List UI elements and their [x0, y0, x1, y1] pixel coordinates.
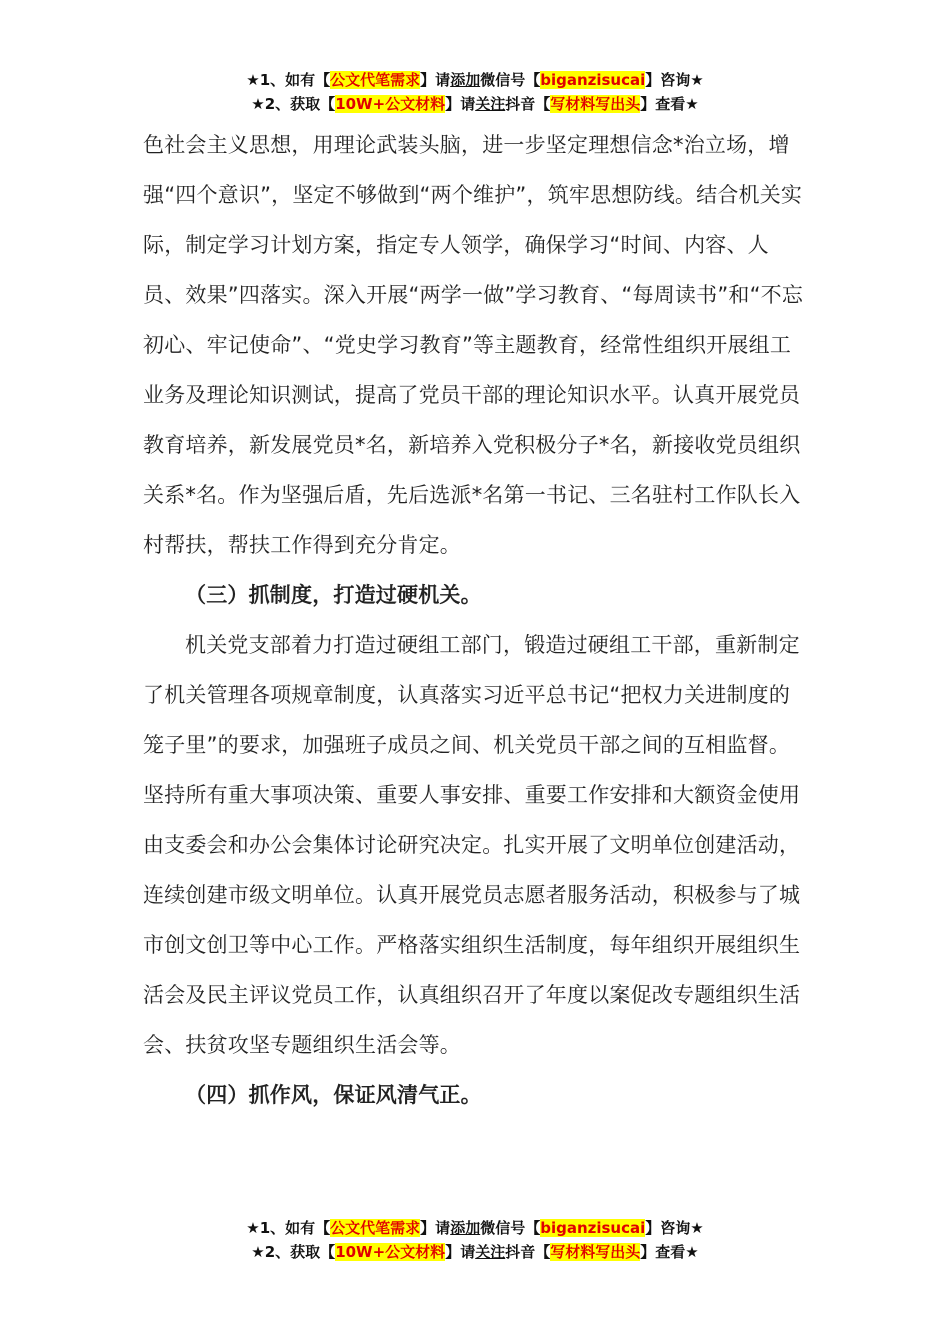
highlight-wechat-id: biganzisucai — [540, 1219, 646, 1237]
promo-text: 】请 — [420, 71, 451, 89]
emphasis-text: 关注 — [475, 95, 506, 113]
promo-banner-bottom — [0, 1216, 950, 1264]
highlight-douyin-id: 写材料写出头 — [550, 1243, 641, 1261]
promo-line-1 — [0, 1216, 950, 1240]
promo-text: ★2、获取【 — [251, 1243, 336, 1261]
emphasis-text: 关注 — [475, 1243, 506, 1261]
section-heading: （三）抓制度，打造过硬机关。 — [185, 583, 482, 607]
promo-text: 】查看★ — [640, 1243, 699, 1261]
document-body — [143, 120, 809, 1120]
highlight-materials: 10W+公文材料 — [335, 1243, 446, 1261]
promo-text: 抖音【 — [505, 95, 551, 113]
promo-text: ★1、如有【 — [246, 71, 331, 89]
promo-text: 】请 — [445, 1243, 476, 1261]
promo-text: 微信号【 — [480, 1219, 541, 1237]
section-heading: （四）抓作风，保证风清气正。 — [185, 1083, 482, 1107]
promo-text: ★2、获取【 — [251, 95, 336, 113]
highlight-douyin-id: 写材料写出头 — [550, 95, 641, 113]
promo-text: ★1、如有【 — [246, 1219, 331, 1237]
promo-line-2 — [0, 1240, 950, 1264]
promo-text: 】查看★ — [640, 95, 699, 113]
promo-text: 抖音【 — [505, 1243, 551, 1261]
promo-text: 】请 — [420, 1219, 451, 1237]
highlight-service: 公文代笔需求 — [330, 1219, 421, 1237]
highlight-service: 公文代笔需求 — [330, 71, 421, 89]
promo-text: 】请 — [445, 95, 476, 113]
promo-line-1 — [0, 68, 950, 92]
promo-text: 微信号【 — [480, 71, 541, 89]
promo-text: 】咨询★ — [645, 1219, 704, 1237]
highlight-wechat-id: biganzisucai — [540, 71, 646, 89]
body-paragraph: 色社会主义思想，用理论武装头脑，进一步坚定理想信念*治立场，增强“四个意识”，坚定不够做到“两个维护”，筑牢思想防线。结合机关实际，制定学习计划方案，指定专人领学，确保学习“时间、内容、人员、效果”四落实。深入开展“两学一做”学习教育、“每周读书”和“不忘初心、牢记使命”、“党史学习教育”等主题教育，经常性组织开展组工业务及理论知识测试，提高了党员干部的理论知识水平。认真开展党员教育培养，新发展党员*名，新培养入党积极分子*名，新接收党员组织关系*名。作为坚强后盾，先后选派*名第一书记、三名驻村工作队长入村帮扶，帮扶工作得到充分肯定。 — [143, 133, 804, 557]
promo-banner-top — [0, 68, 950, 116]
promo-text: 】咨询★ — [645, 71, 704, 89]
body-paragraph: 机关党支部着力打造过硬组工部门，锻造过硬组工干部，重新制定了机关管理各项规章制度，认真落实习近平总书记“把权力关进制度的笼子里”的要求，加强班子成员之间、机关党员干部之间的互相监督。坚持所有重大事项决策、重要人事安排、重要工作安排和大额资金使用由支委会和办公会集体讨论研究决定。扎实开展了文明单位创建活动，连续创建市级文明单位。认真开展党员志愿者服务活动，积极参与了城市创文创卫等中心工作。严格落实组织生活制度，每年组织开展组织生活会及民主评议党员工作，认真组织召开了年度以案促改专题组织生活会、扶贫攻坚专题组织生活会等。 — [143, 633, 801, 1057]
highlight-materials: 10W+公文材料 — [335, 95, 446, 113]
emphasis-text: 添加 — [450, 71, 481, 89]
promo-line-2 — [0, 92, 950, 116]
emphasis-text: 添加 — [450, 1219, 481, 1237]
